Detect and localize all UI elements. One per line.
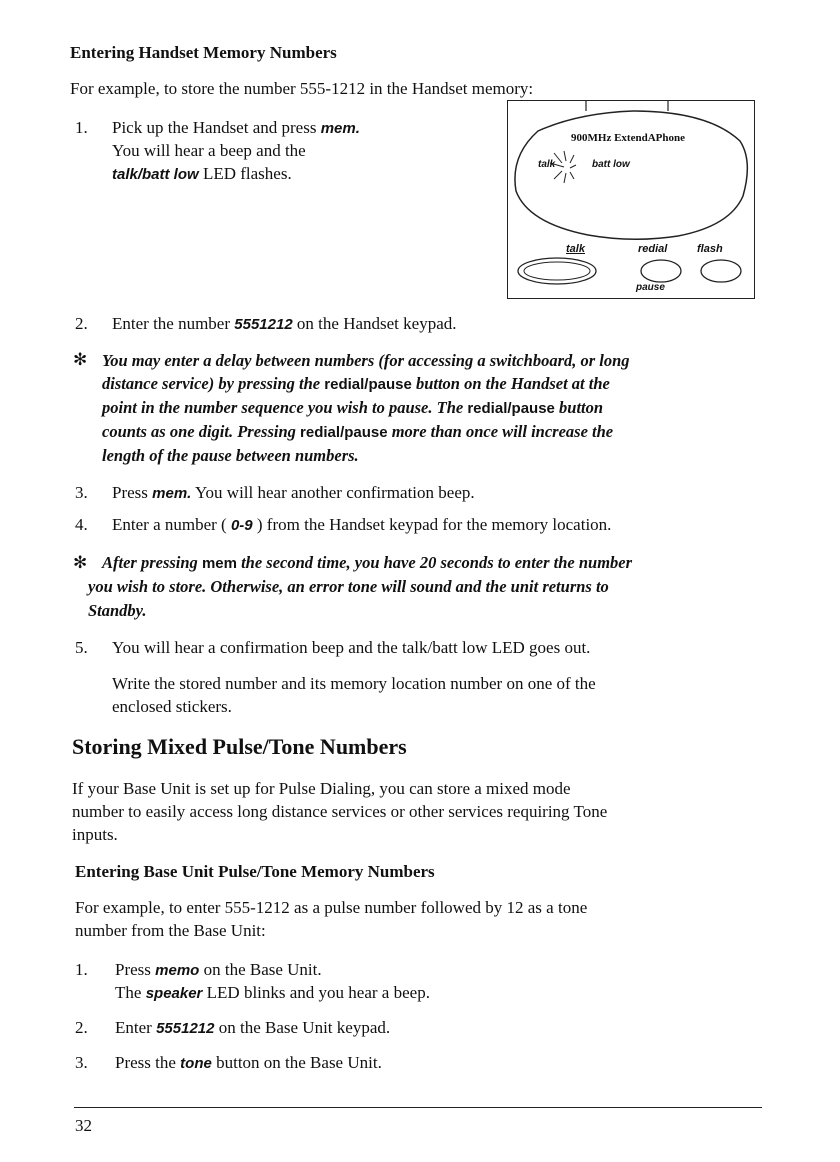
step-number: 2. (75, 1018, 88, 1037)
step-text: talk/batt low LED flashes. (112, 164, 292, 183)
step-number: 3. (75, 1053, 88, 1072)
step-text: Enter the number 5551212 on the Handset keypad. (112, 314, 457, 333)
key-label: redial/pause (467, 400, 555, 417)
talk-button-label: talk (566, 243, 585, 255)
led-batt-low-label: batt low (592, 159, 630, 170)
key-label: mem (201, 555, 237, 572)
note-text: counts as one digit. Pressing redial/pause more than once will increase the (102, 422, 614, 441)
paragraph-line: number to easily access long distance services or other services requiring Tone (72, 802, 608, 821)
note-text: point in the number sequence you wish to pause. The redial/pause button (102, 398, 604, 417)
page-number: 32 (75, 1116, 92, 1135)
key-label: mem. (320, 120, 360, 137)
section-heading-mixed-pulse-tone: Storing Mixed Pulse/Tone Numbers (72, 734, 407, 759)
note-text: you wish to store. Otherwise, an error tone will sound and the unit returns to (88, 577, 609, 596)
step-text: The speaker LED blinks and you hear a beep. (115, 983, 430, 1002)
note-asterisk-icon: ✻ (73, 553, 88, 573)
key-label: speaker (145, 985, 203, 1002)
step-text: enclosed stickers. (112, 697, 232, 716)
key-label: redial/pause (324, 376, 412, 393)
note-text: After pressing mem the second time, you have 20 seconds to enter the number (102, 553, 633, 572)
intro-text: For example, to store the number 555-1212 in the Handset memory: (70, 79, 534, 98)
section-heading-handset-memory: Entering Handset Memory Numbers (70, 43, 337, 62)
note-text: length of the pause between numbers. (102, 446, 359, 465)
step-number: 3. (75, 483, 88, 502)
paragraph-line: number from the Base Unit: (75, 921, 266, 940)
step-text: Enter a number ( 0-9 ) from the Handset keypad for the memory location. (112, 515, 612, 534)
key-label: tone (180, 1055, 212, 1072)
flash-button-label: flash (697, 243, 723, 255)
step-number: 1. (75, 118, 88, 137)
note-text: You may enter a delay between numbers (for accessing a switchboard, or long (102, 351, 630, 370)
step-number: 1. (75, 960, 88, 979)
handset-drawing (508, 101, 756, 300)
step-text: Enter 5551212 on the Base Unit keypad. (115, 1018, 391, 1037)
flash-button-shape (701, 260, 741, 282)
redial-button-shape (641, 260, 681, 282)
key-label: 5551212 (234, 316, 293, 333)
redial-button-label: redial (638, 243, 668, 255)
note-text: Standby. (88, 601, 147, 620)
note-text: distance service) by pressing the redial/pause button on the Handset at the (102, 374, 610, 393)
paragraph-line: If your Base Unit is set up for Pulse Dialing, you can store a mixed mode (72, 779, 571, 798)
key-label: talk/batt low (112, 166, 199, 183)
step-number: 4. (75, 515, 88, 534)
step-text: You will hear a beep and the (112, 141, 306, 160)
key-label: mem. (152, 485, 192, 502)
step-number: 5. (75, 638, 88, 657)
footer-rule (74, 1107, 762, 1108)
key-label: redial/pause (300, 424, 388, 441)
step-text: Press mem. You will hear another confirmation beep. (112, 483, 475, 502)
display-outline (515, 111, 747, 239)
key-label: memo (155, 962, 200, 979)
brand-label: 900MHz ExtendAPhone (571, 132, 685, 144)
step-text: Write the stored number and its memory location number on one of the (112, 674, 596, 693)
note-asterisk-icon: ✻ (73, 350, 88, 370)
step-text: You will hear a confirmation beep and the talk/batt low LED goes out. (112, 638, 591, 657)
led-talk-label: talk (538, 159, 556, 170)
paragraph-line: inputs. (72, 825, 118, 844)
paragraph-line: For example, to enter 555-1212 as a pulse number followed by 12 as a tone (75, 898, 588, 917)
step-text: Press memo on the Base Unit. (115, 960, 322, 979)
key-label: 5551212 (156, 1020, 215, 1037)
step-number: 2. (75, 314, 88, 333)
pause-button-label: pause (636, 282, 665, 293)
step-text: Pick up the Handset and press mem. (112, 118, 360, 137)
key-label: 0-9 (230, 517, 253, 534)
handset-illustration (507, 100, 755, 299)
step-text: Press the tone button on the Base Unit. (115, 1053, 382, 1072)
subheading-base-unit-memory: Entering Base Unit Pulse/Tone Memory Numbers (75, 862, 435, 881)
